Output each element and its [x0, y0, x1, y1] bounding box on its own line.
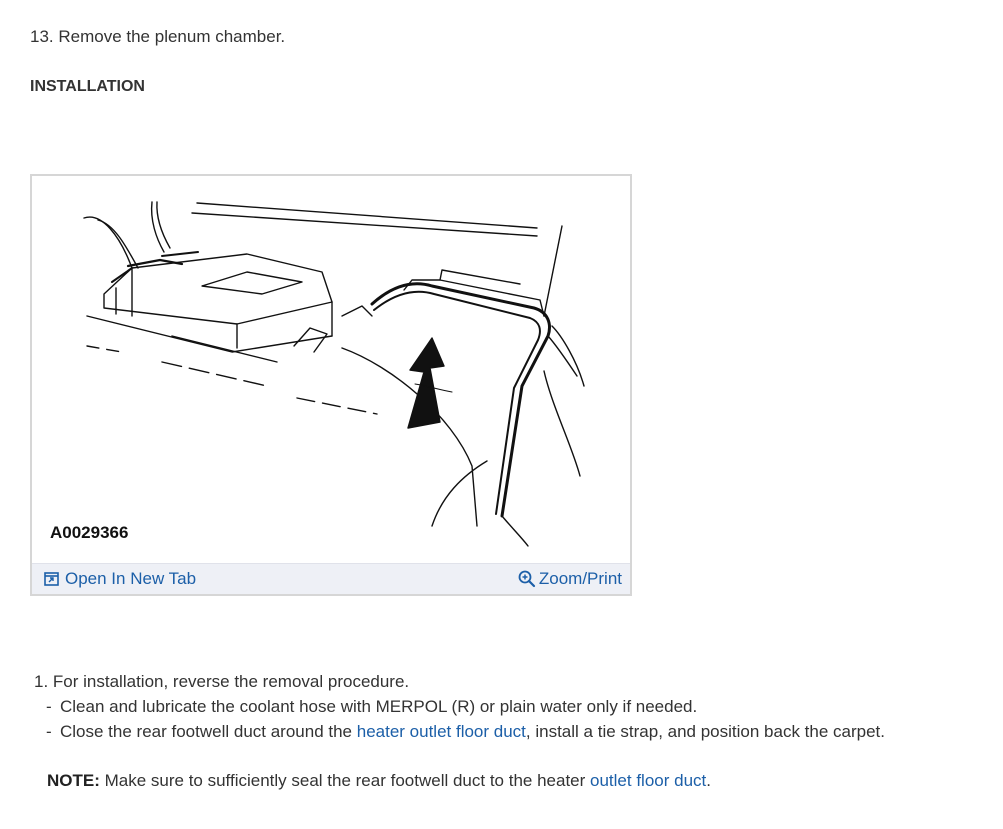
step-number: 1.	[34, 672, 49, 691]
note-text: Make sure to sufficiently seal the rear footwell duct to the heater	[99, 771, 591, 790]
bullet-text-after: , install a tie strap, and position back the carpet.	[525, 722, 885, 741]
bullet-item	[34, 697, 885, 722]
magnifier-plus-icon	[518, 570, 536, 588]
open-in-new-tab-link[interactable]	[44, 569, 196, 589]
note-text-after: .	[706, 771, 711, 790]
installation-heading: INSTALLATION	[30, 78, 145, 95]
open-in-new-tab-icon	[44, 572, 59, 586]
figure-id-label: A0029366	[50, 523, 129, 542]
plenum-illustration	[32, 176, 630, 564]
note-label: NOTE:	[47, 771, 100, 790]
zoom-print-link[interactable]	[518, 569, 622, 589]
bullet-text: Close the rear footwell duct around the	[60, 722, 357, 741]
bullet-dash: -	[46, 697, 52, 716]
zoom-print-label: Zoom/Print	[538, 569, 622, 588]
bullet-dash: -	[46, 722, 52, 741]
bullet-text: Clean and lubricate the coolant hose with MERPOL (R) or plain water only if needed.	[60, 697, 698, 716]
open-in-new-tab-label: Open In New Tab	[65, 569, 197, 588]
outlet-floor-duct-link[interactable]: outlet floor duct	[590, 771, 707, 790]
figure-footer	[32, 563, 630, 594]
installation-steps	[34, 672, 885, 747]
figure-container	[30, 174, 632, 596]
bullet-item	[34, 722, 885, 747]
installation-step-1	[34, 672, 885, 697]
step-13-text: 13. Remove the plenum chamber.	[30, 27, 286, 46]
note-paragraph	[47, 771, 711, 791]
step-text: For installation, reverse the removal procedure.	[52, 672, 410, 691]
heater-outlet-floor-duct-link[interactable]: heater outlet floor duct	[356, 722, 526, 741]
